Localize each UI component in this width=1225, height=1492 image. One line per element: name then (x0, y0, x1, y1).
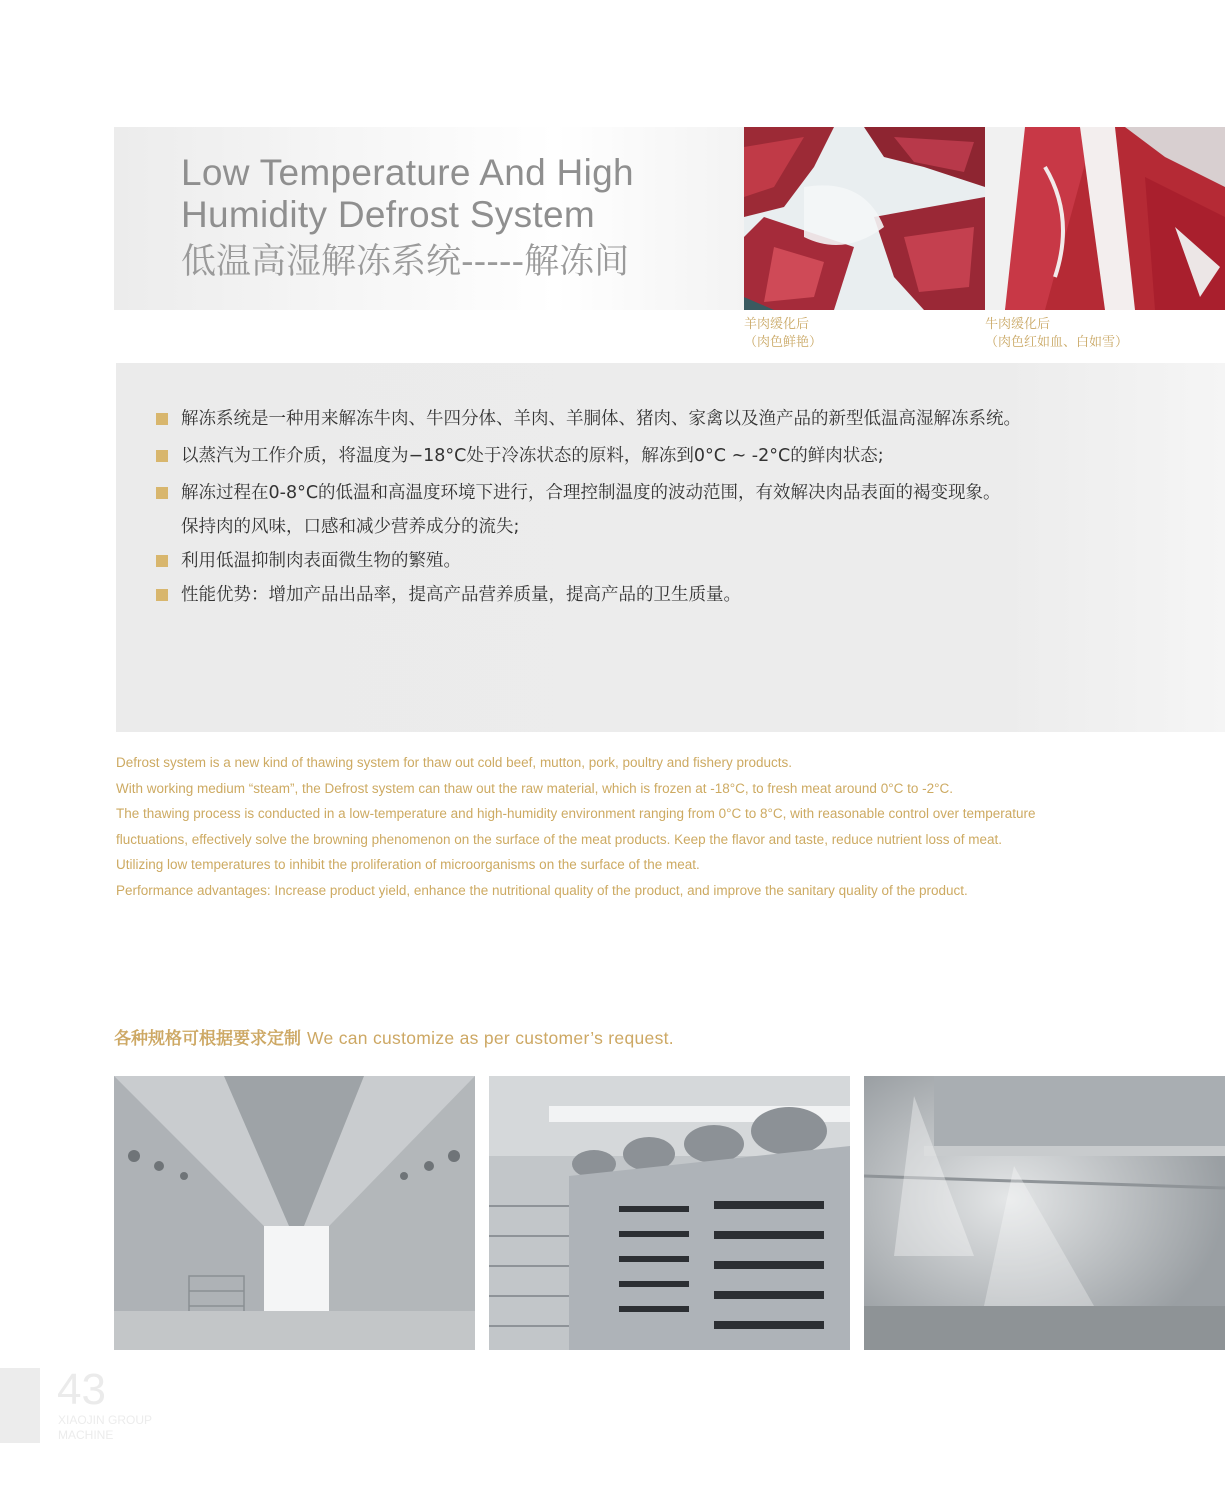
feature-item (156, 402, 1156, 436)
en-line: Defrost system is a new kind of thawing system for thaw out cold beef, mutton, pork, poultry and fishery products. (116, 755, 793, 770)
feature-text: 解冻系统是一种用来解冻牛肉、牛四分体、羊肉、羊胴体、猪肉、家禽以及渔产品的新型低温高湿解冻系统。 (181, 409, 1021, 429)
features-list-zh (156, 402, 1156, 612)
square-bullet-icon (156, 413, 168, 425)
feature-text: 利用低温抑制肉表面微生物的繁殖。 (181, 551, 461, 571)
brand-line-1: XIAOJIN GROUP (58, 1413, 153, 1427)
beef-caption (985, 316, 1128, 352)
en-line: The thawing process is conducted in a low-temperature and high-humidity environment ranging from 0°C to 8°C, with reasonable control over temperature (116, 806, 1036, 821)
title-en-line-1: Low Temperature And High (181, 152, 634, 193)
thawing-room-corridor-photo (114, 1076, 475, 1350)
features-description-en (116, 750, 1116, 903)
page-tab-marker (0, 1368, 40, 1443)
square-bullet-icon (156, 555, 168, 567)
feature-item (156, 544, 1156, 578)
en-line: Performance advantages: Increase product yield, enhance the nutritional quality of the product, and improve the sanitary quality of the product. (116, 882, 968, 898)
page-title-zh: 低温高湿解冻系统-----解冻间 (181, 242, 630, 282)
square-bullet-icon (156, 450, 168, 462)
feature-item (156, 439, 1156, 473)
mutton-caption-line-2: （肉色鲜艳） (744, 335, 823, 350)
thawing-room-steam-photo (864, 1076, 1225, 1350)
en-line: fluctuations, effectively solve the browning phenomenon on the surface of the meat products. Keep the flavor and taste, reduce nutrient loss of meat. (116, 831, 1003, 847)
feature-item (156, 476, 1156, 544)
square-bullet-icon (156, 487, 168, 499)
square-bullet-icon (156, 589, 168, 601)
en-line: With working medium “steam”, the Defrost system can thaw out the raw material, which is frozen at -18°C, to fresh meat around 0°C to -2°C. (116, 780, 954, 796)
page-title-en (181, 152, 741, 236)
customize-heading-en: We can customize as per customer’s request. (307, 1028, 674, 1048)
feature-item (156, 578, 1156, 612)
mutton-caption (744, 316, 822, 352)
feature-text: 性能优势：增加产品出品率，提高产品营养质量，提高产品的卫生质量。 (181, 585, 741, 605)
feature-text-continued: 保持肉的风味，口感和减少营养成分的流失; (181, 517, 520, 537)
feature-text: 以蒸汽为工作介质，将温度为−18°C处于冷冻状态的原料，解冻到0°C ~ -2°C的鲜肉状态; (181, 446, 884, 466)
beef-caption-line-2: （肉色红如血、白如雪） (985, 335, 1129, 350)
customize-heading (114, 1026, 674, 1051)
title-en-line-2: Humidity Defrost System (181, 194, 595, 235)
mutton-thawed-photo (744, 127, 985, 310)
mutton-caption-line-1: 羊肉缓化后 (744, 317, 810, 332)
beef-caption-line-1: 牛肉缓化后 (985, 317, 1051, 332)
brand-footer (58, 1413, 152, 1443)
feature-text: 解冻过程在0-8°C的低温和高温度环境下进行，合理控制温度的波动范围，有效解决肉品表面的褐变现象。 (181, 483, 1001, 503)
customize-heading-zh: 各种规格可根据要求定制 (114, 1029, 301, 1049)
thawing-room-fans-photo (489, 1076, 850, 1350)
en-line: Utilizing low temperatures to inhibit the proliferation of microorganisms on the surface of the meat. (116, 857, 700, 872)
page-number: 43 (57, 1365, 106, 1414)
beef-thawed-photo (985, 127, 1225, 310)
brand-line-2: MACHINE (58, 1428, 114, 1442)
